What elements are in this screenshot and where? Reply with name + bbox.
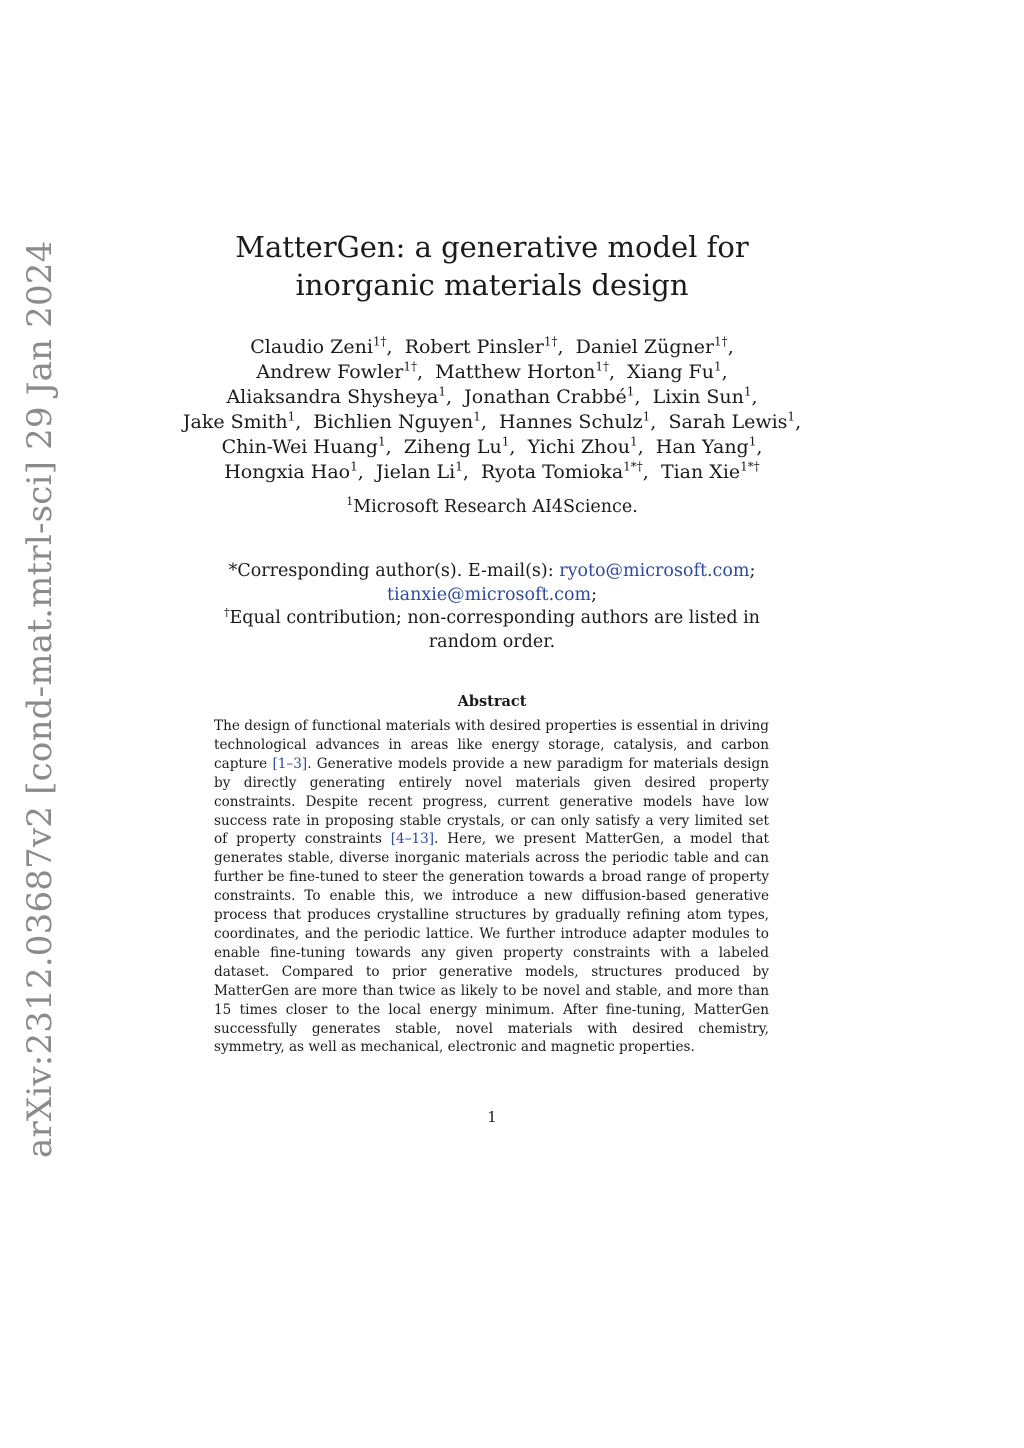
author-affiliation-marker: 1 bbox=[377, 434, 386, 449]
abstract-heading: Abstract bbox=[457, 693, 527, 710]
author-list bbox=[150, 335, 834, 485]
author-separator: , bbox=[557, 336, 564, 358]
affiliation bbox=[150, 495, 834, 519]
author-separator: , bbox=[751, 386, 758, 408]
affiliation-text: Microsoft Research AI4Science. bbox=[353, 497, 638, 517]
author-affiliation-marker: 1 bbox=[713, 359, 722, 374]
author-affiliation-marker: 1 bbox=[455, 459, 463, 474]
author-separator: , bbox=[721, 361, 728, 383]
author-separator: , bbox=[416, 361, 424, 383]
author-name: Tian Xie bbox=[660, 461, 741, 483]
author-affiliation-marker: 1 bbox=[787, 409, 796, 424]
author-affiliation-marker: 1 bbox=[743, 384, 752, 399]
author-name: Jonathan Crabbé bbox=[464, 386, 627, 408]
author-name: Daniel Zügner bbox=[575, 336, 715, 358]
author-name: Ziheng Lu bbox=[403, 436, 502, 458]
author-separator: , bbox=[642, 461, 649, 483]
affiliation-marker: 1 bbox=[346, 495, 354, 509]
author-separator: , bbox=[650, 411, 657, 433]
author-name: Sarah Lewis bbox=[668, 411, 788, 433]
author-separator: , bbox=[385, 436, 392, 458]
author-separator: , bbox=[295, 411, 302, 433]
author-separator: , bbox=[634, 386, 641, 408]
author-separator: , bbox=[446, 386, 453, 408]
author-affiliation-marker: 1† bbox=[403, 359, 417, 374]
page-number: 1 bbox=[487, 1108, 497, 1126]
author-name: Hannes Schulz bbox=[499, 411, 643, 433]
author-name: Chin-Wei Huang bbox=[221, 436, 378, 458]
email-link-tianxie[interactable]: tianxie@microsoft.com bbox=[387, 584, 592, 605]
author-name: Matthew Horton bbox=[435, 361, 596, 383]
author-separator: , bbox=[480, 411, 487, 433]
author-separator: , bbox=[609, 361, 616, 383]
author-name: Robert Pinsler bbox=[404, 336, 544, 358]
author-affiliation-marker: 1 bbox=[438, 384, 447, 399]
author-affiliation-marker: 1 bbox=[626, 384, 635, 399]
author-name: Aliaksandra Shysheya bbox=[226, 386, 439, 408]
author-separator: , bbox=[727, 336, 734, 358]
email-separator: ; bbox=[749, 561, 756, 581]
correspondence-note bbox=[190, 560, 794, 654]
author-affiliation-marker: 1 bbox=[350, 459, 358, 474]
author-name: Ryota Tomioka bbox=[480, 461, 624, 483]
abstract-text-part: . Here, we present MatterGen, a model that generates stable, diverse inorganic materials across the periodic table and can further be fine-tuned to steer the generation towards a broad range of property constraints. To enable this, we introduce a new diffusion-based generative process that produces crystalline structures by gradually refining atom types, coordinates, and the periodic lattice. We further introduce adapter modules to enable fine-tuning towards any given property constraints with a labeled dataset. Compared to prior generative models, structures produced by MatterGen are more than twice as likely to be novel and stable, and more than 15 times closer to the local energy minimum. After fine-tuning, MatterGen successfully generates stable, novel materials with desired chemistry, symmetry, as well as mechanical, electronic and magnetic properties. bbox=[214, 831, 769, 1056]
author-affiliation-marker: 1 bbox=[287, 409, 296, 424]
corresponding-author-label: *Corresponding author(s). E-mail(s): bbox=[228, 561, 560, 581]
equal-contribution-marker: † bbox=[224, 606, 230, 620]
author-affiliation-marker: 1*† bbox=[623, 459, 643, 474]
author-name: Claudio Zeni bbox=[250, 336, 373, 358]
abstract-text-part: The design of functional materials with desired properties is essential in driving technological advances in areas like energy storage, catalysis, and carbon capture bbox=[214, 718, 769, 772]
author-name: Jake Smith bbox=[182, 411, 288, 433]
email-link-ryoto[interactable]: ryoto@microsoft.com bbox=[559, 561, 750, 581]
author-name: Han Yang bbox=[655, 436, 749, 458]
author-name: Jielan Li bbox=[375, 461, 456, 483]
author-affiliation-marker: 1 bbox=[501, 434, 510, 449]
citation-link[interactable]: [4–13] bbox=[390, 831, 435, 848]
author-affiliation-marker: 1 bbox=[629, 434, 638, 449]
citation-link[interactable]: [1–3] bbox=[272, 755, 308, 772]
author-affiliation-marker: 1† bbox=[714, 334, 728, 349]
author-separator: , bbox=[509, 436, 516, 458]
equal-contribution-note: Equal contribution; non-corresponding authors are listed in random order. bbox=[229, 608, 760, 652]
author-name: Xiang Fu bbox=[627, 361, 714, 383]
author-separator: , bbox=[795, 411, 802, 433]
author-separator: , bbox=[462, 461, 469, 483]
abstract-text-part: . Generative models provide a new paradigm for materials design by directly generating entirely novel materials given desired property constraints. Despite recent progress, current generative models have low success rate in proposing stable crystals, or can only satisfy a very limited set of property constraints bbox=[214, 755, 769, 848]
author-separator: , bbox=[386, 336, 393, 358]
author-affiliation-marker: 1 bbox=[473, 409, 481, 424]
author-affiliation-marker: 1† bbox=[543, 334, 558, 349]
author-name: Bichlien Nguyen bbox=[313, 411, 474, 433]
author-name: Yichi Zhou bbox=[527, 436, 630, 458]
author-name: Lixin Sun bbox=[652, 386, 744, 408]
author-name: Hongxia Hao bbox=[224, 461, 351, 483]
author-affiliation-marker: 1*† bbox=[740, 459, 760, 474]
author-affiliation-marker: 1 bbox=[642, 409, 651, 424]
author-name: Andrew Fowler bbox=[256, 361, 404, 383]
author-affiliation-marker: 1† bbox=[372, 334, 387, 349]
email-separator: ; bbox=[591, 584, 597, 605]
abstract-text bbox=[214, 717, 769, 1057]
author-separator: , bbox=[756, 436, 763, 458]
arxiv-identifier-stamp: arXiv:2312.03687v2 [cond-mat.mtrl-sci] 29 Jan 2024 bbox=[20, 240, 60, 1158]
author-separator: , bbox=[637, 436, 644, 458]
author-affiliation-marker: 1† bbox=[595, 359, 610, 374]
author-affiliation-marker: 1 bbox=[748, 434, 757, 449]
author-separator: , bbox=[357, 461, 364, 483]
paper-title: MatterGen: a generative model for inorganic materials design bbox=[235, 230, 749, 302]
